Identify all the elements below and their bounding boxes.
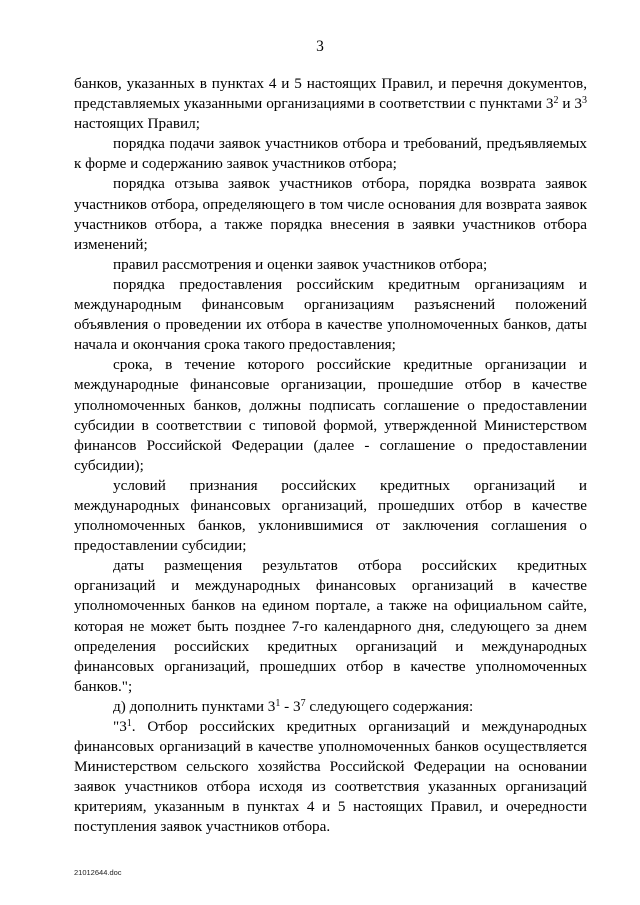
paragraph-1: банков, указанных в пунктах 4 и 5 настоящих Правил, и перечня документов, представляемых указанными организациями в соответствии с пунктами $3^2$ и $3^3$ настоящих Правил;	[74, 75, 587, 133]
paragraph-2: порядка подачи заявок участников отбора и требований, предъявляемых к форме и содержанию заявок участников отбора;	[74, 135, 587, 173]
paragraph-9: д) дополнить пунктами $3^1 - 3^7$ следующего содержания:	[113, 697, 474, 715]
document-body	[74, 74, 587, 838]
paragraph-10: "$3^1$. Отбор российских кредитных организаций и международных финансовых организаций в качестве уполномоченных банков осуществляется Министерством сельского хозяйства Российской Федерации на основании заявок участников отбора исходя из соответствия указанных организаций критериям, указанным в пунктах 4 и 5 настоящих Правил, и очередности поступления заявок участников отбора.	[74, 718, 587, 836]
paragraph-8: даты размещения результатов отбора российских кредитных организаций и международных финансовых организаций в качестве уполномоченных банков на едином портале, а также на официальном сайте, которая не может быть позднее 7-го календарного дня, следующего за днем определения российских кредитных организаций и международных финансовых организаций, прошедших отбор в качестве уполномоченных банков.";	[74, 557, 587, 695]
paragraph-4: правил рассмотрения и оценки заявок участников отбора;	[113, 255, 488, 273]
paragraph-5: порядка предоставления российским кредитным организациям и международным финансовым организациям разъяснений положений объявления о проведении их отбора в качестве уполномоченных банков, даты начала и окончания срока такого предоставления;	[74, 275, 587, 354]
paragraph-6: срока, в течение которого российские кредитные организации и международные финансовые организации, прошедшие отбор в качестве уполномоченных банков, должны подписать соглашение о предоставлении субсидии в соответствии с типовой формой, утвержденной Министерством финансов Российской Федерации (далее - соглашение о предоставлении субсидии);	[74, 356, 587, 474]
paragraph-7: условий признания российских кредитных организаций и международных финансовых организаций, прошедших отбор в качестве уполномоченных банков, уклонившимися от заключения соглашения о предоставлении субсидии;	[74, 476, 587, 555]
footer-file-name: 21012644.doc	[74, 868, 122, 877]
page-number: 3	[316, 38, 324, 55]
paragraph-3: порядка отзыва заявок участников отбора, порядка возврата заявок участников отбора, определяющего в том числе основания для возврата заявок участников отбора, а также порядка внесения в заявки участников отбора изменений;	[74, 175, 587, 253]
